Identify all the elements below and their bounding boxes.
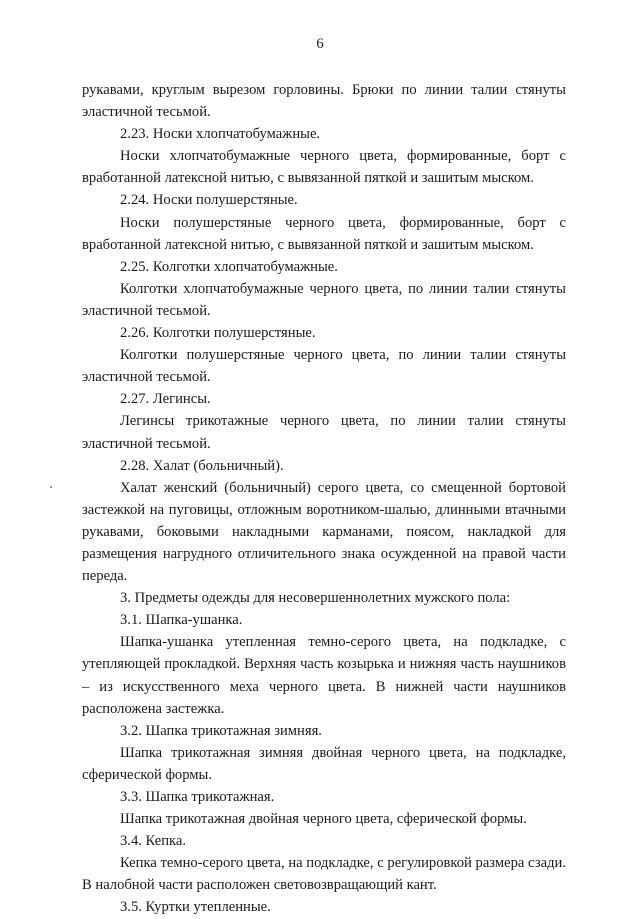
paragraph-tights-wool: Колготки полушерстяные черного цвета, по линии талии стянуты эластичной тесьмой.: [82, 347, 566, 386]
section-heading-3-2: 3.2. Шапка трикотажная зимняя.: [120, 722, 322, 739]
paragraph-leggings: Легинсы трикотажные черного цвета, по линии талии стянуты эластичной тесьмой.: [82, 413, 566, 452]
paragraph-cap: Кепка темно-серого цвета, на подкладке, с регулировкой размера сзади. В налобной части расположен световозвращающий кант.: [82, 855, 566, 894]
section-heading-3: 3. Предметы одежды для несовершеннолетних мужского пола:: [120, 590, 511, 607]
paragraph-ushanka: Шапка-ушанка утепленная темно-серого цвета, на подкладке, с утепляющей прокладкой. Верхняя часть козырька и нижняя часть наушников – из искусственного меха черного цвета. В нижней части наушников расположена застежка.: [82, 634, 566, 717]
section-heading-2-24: 2.24. Носки полушерстяные.: [120, 192, 298, 209]
section-heading-2-23: 2.23. Носки хлопчатобумажные.: [120, 126, 321, 143]
section-heading-3-3: 3.3. Шапка трикотажная.: [120, 789, 275, 805]
paragraph-continuation: рукавами, круглым вырезом горловины. Брюки по линии талии стянуты эластичной тесьмой.: [82, 82, 566, 121]
section-heading-3-4: 3.4. Кепка.: [120, 833, 186, 850]
paragraph-tights-cotton: Колготки хлопчатобумажные черного цвета, по линии талии стянуты эластичной тесьмой.: [82, 280, 566, 319]
section-heading-2-25: 2.25. Колготки хлопчатобумажные.: [120, 258, 338, 275]
document-body: [82, 79, 566, 919]
scan-speck: [50, 486, 52, 488]
section-heading-2-28: 2.28. Халат (больничный).: [120, 457, 284, 474]
paragraph-knit-hat: Шапка трикотажная двойная черного цвета, сферической формы.: [120, 811, 527, 828]
section-heading-2-27: 2.27. Легинсы.: [120, 391, 211, 408]
section-heading-2-26: 2.26. Колготки полушерстяные.: [120, 325, 316, 342]
section-heading-3-5: 3.5. Куртки утепленные.: [120, 899, 271, 916]
page-number: 6: [316, 36, 324, 52]
paragraph-socks-wool: Носки полушерстяные черного цвета, формированные, борт с вработанной латексной нитью, с вывязанной пяткой и зашитым мыском.: [82, 214, 566, 253]
paragraph-socks-cotton: Носки хлопчатобумажные черного цвета, формированные, борт с вработанной латексной нитью, с вывязанной пяткой и зашитым мыском.: [82, 148, 566, 187]
paragraph-robe: Халат женский (больничный) серого цвета, со смещенной бортовой застежкой на пуговицы, отложным воротником-шалью, длинными втачными рукавами, боковыми накладными карманами, поясом, накладкой для размещения нагрудного отличительного знака осужденной на правой части переда.: [82, 479, 566, 585]
paragraph-winter-knit-hat: Шапка трикотажная зимняя двойная черного цвета, на подкладке, сферической формы.: [82, 744, 566, 783]
section-heading-3-1: 3.1. Шапка-ушанка.: [120, 612, 243, 629]
